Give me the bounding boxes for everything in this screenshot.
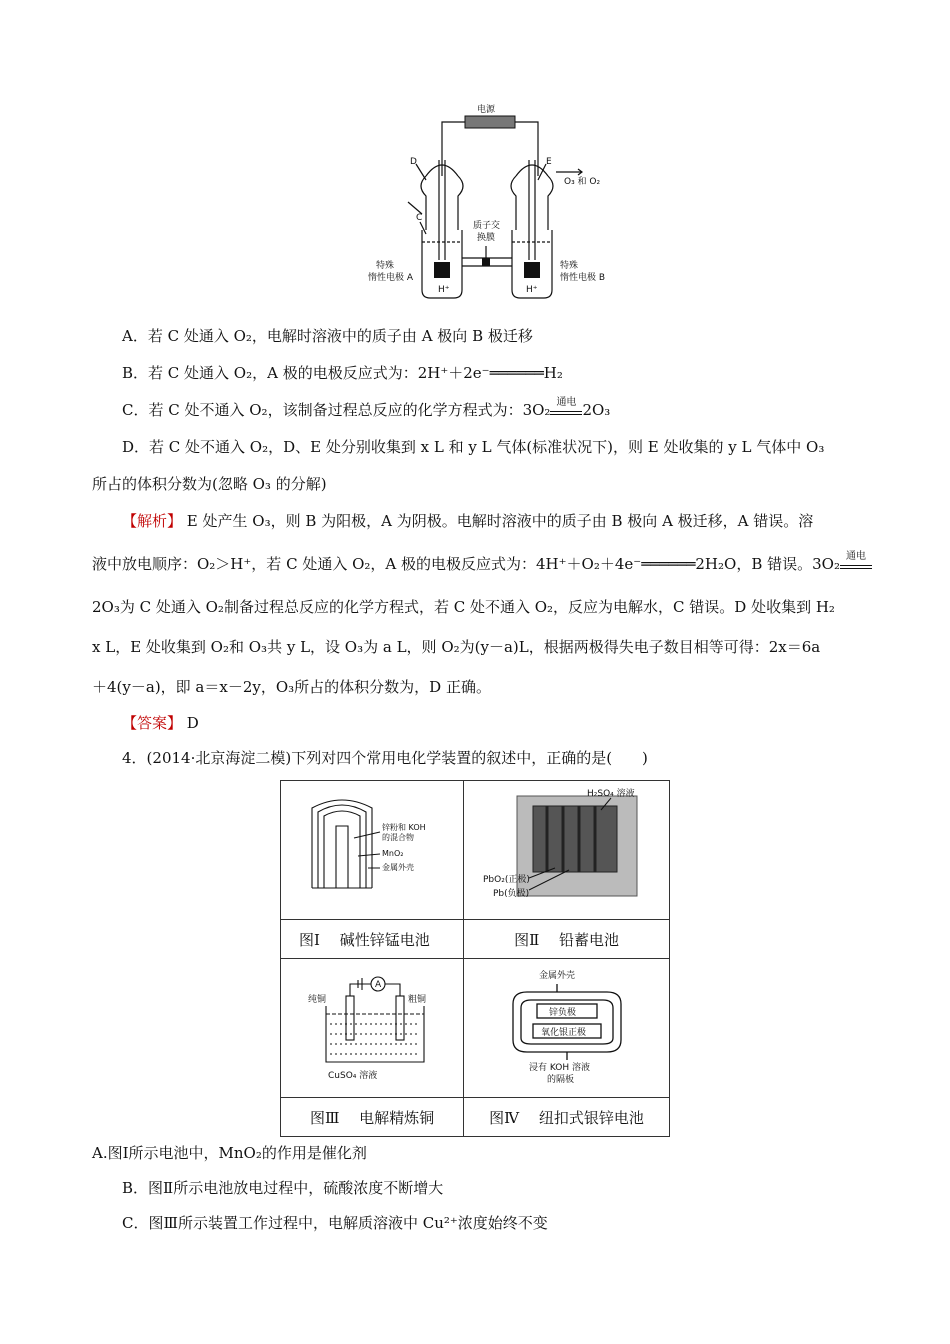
fig4-label-4: 的隔板 — [546, 1075, 574, 1085]
fig2-caption: 图Ⅱ 铅蓄电池 — [464, 920, 670, 959]
answer-tag: 【答案】 — [122, 714, 183, 732]
fig2-label-0: H₂SO₄ 溶液 — [586, 789, 635, 799]
analysis-tag: 【解析】 — [122, 512, 183, 530]
analysis-line1 — [122, 511, 813, 531]
q4-stem: 4．(2014·北京海淀二模)下列对四个常用电化学装置的叙述中，正确的是( ) — [122, 749, 648, 767]
fig4-caption: 图Ⅳ 纽扣式银锌电池 — [464, 1098, 670, 1137]
analysis-line2-condition: 通电 — [845, 551, 866, 562]
q3-option-d-line2: 所占的体积分数为(忽略 O₃ 的分解) — [92, 475, 327, 493]
port-c-label: C — [416, 213, 423, 223]
fig2-label-1: PbO₂(正极) — [482, 875, 530, 885]
ion-right-label: H⁺ — [526, 285, 538, 295]
right-electrode-label-2: 惰性电极 B — [560, 273, 606, 283]
left-electrode-label-2: 惰性电极 A — [368, 273, 414, 283]
right-electrode-label-1: 特殊 — [560, 261, 579, 271]
analysis-line2 — [92, 551, 872, 574]
left-electrode-label-1: 特殊 — [376, 261, 395, 271]
alkaline-zinc-manganese-battery-figure — [292, 788, 452, 908]
q3-option-d-line1: D．若 C 处不通入 O₂，D、E 处分别收集到 x L 和 y L 气体(标准状况下)，则 E 处收集的 y L 气体中 O₃ — [122, 438, 825, 456]
fig4-cell — [464, 959, 670, 1098]
port-d-label: D — [410, 157, 417, 167]
fig3-cell — [281, 959, 464, 1098]
answer-value: D — [182, 714, 199, 732]
copper-refining-cell-figure — [292, 966, 452, 1086]
fig2-label-2: Pb(负极) — [492, 889, 529, 899]
q3-option-a: A．若 C 处通入 O₂，电解时溶液中的质子由 A 极向 B 极迁移 — [122, 327, 533, 345]
fig1-cell — [281, 781, 464, 920]
fig4-label-0: 金属外壳 — [538, 971, 575, 981]
fig3-caption: 图Ⅲ 电解精炼铜 — [281, 1098, 464, 1137]
analysis-line3: 2O₃为 C 处通入 O₂制备过程总反应的化学方程式，若 C 处不通入 O₂，反应为电解水，C 错误。D 处收集到 H₂ — [92, 598, 835, 616]
membrane-label-1: 质子交 — [473, 221, 501, 231]
q3-option-c-condition: 通电 — [556, 397, 577, 408]
fig1-label-2: MnO₂ — [382, 849, 404, 858]
q3-option-b: B．若 C 处通入 O₂，A 极的电极反应式为：2H⁺＋2e⁻══════H₂ — [122, 364, 563, 382]
fig1-label-3: 金属外壳 — [382, 863, 415, 872]
analysis-line2-text: 液中放电顺序：O₂＞H⁺，若 C 处通入 O₂，A 极的电极反应式为：4H⁺＋O₂＋4e⁻══════2H₂O，B 错误。3O₂ — [92, 555, 840, 573]
fig4-label-2: 氧化银正极 — [540, 1028, 586, 1038]
button-silver-zinc-battery-figure — [477, 964, 657, 1088]
analysis-line5: ＋4(y－a)，即 a＝x－2y，O₃所占的体积分数为，D 正确。 — [92, 678, 491, 696]
fig4-label-1: 锌负极 — [548, 1008, 576, 1018]
q4-option-b: B．图Ⅱ所示电池放电过程中，硫酸浓度不断增大 — [122, 1179, 444, 1197]
electrolysis-apparatus-figure — [360, 100, 620, 300]
outlet-label: O₃ 和 O₂ — [564, 177, 601, 187]
fig1-label-0: 锌粉和 KOH — [382, 823, 426, 832]
q4-option-c: C．图Ⅲ所示装置工作过程中，电解质溶液中 Cu²⁺浓度始终不变 — [122, 1214, 548, 1232]
ion-left-label: H⁺ — [438, 285, 450, 295]
q3-option-c-pre: C．若 C 处不通入 O₂，该制备过程总反应的化学方程式为：3O₂ — [122, 401, 551, 419]
fig3-label-1: 粗铜 — [408, 995, 427, 1005]
membrane-label-2: 换膜 — [477, 233, 496, 243]
fig1-caption: 图Ⅰ 碱性锌锰电池 — [281, 920, 464, 959]
q3-option-c-arrow — [550, 397, 582, 415]
power-label: 电源 — [477, 105, 496, 115]
fig3-label-0: 纯铜 — [308, 995, 327, 1005]
q4-figure-table — [280, 780, 670, 1137]
q3-option-c — [122, 397, 611, 420]
fig4-label-3: 浸有 KOH 溶液 — [528, 1063, 590, 1073]
analysis-line1-text: E 处产生 O₃，则 B 为阳极，A 为阴极。电解时溶液中的质子由 B 极向 A 极迁移，A 错误。溶 — [182, 512, 814, 530]
answer-line — [122, 713, 199, 733]
port-e-label: E — [546, 157, 552, 167]
fig1-label-1: 的混合物 — [382, 833, 415, 842]
lead-acid-battery-figure — [477, 786, 657, 910]
q3-option-c-post: 2O₃ — [582, 401, 611, 419]
analysis-line2-arrow — [840, 551, 872, 569]
fig3-label-2: CuSO₄ 溶液 — [328, 1071, 378, 1081]
fig2-cell — [464, 781, 670, 920]
analysis-line4: x L，E 处收集到 O₂和 O₃共 y L，设 O₃为 a L，则 O₂为(y－a)L，根据两极得失电子数目相等可得：2x＝6a — [92, 638, 821, 656]
q4-option-a: A.图Ⅰ所示电池中，MnO₂的作用是催化剂 — [92, 1144, 367, 1162]
fig3-ammeter-label: A — [375, 980, 382, 990]
